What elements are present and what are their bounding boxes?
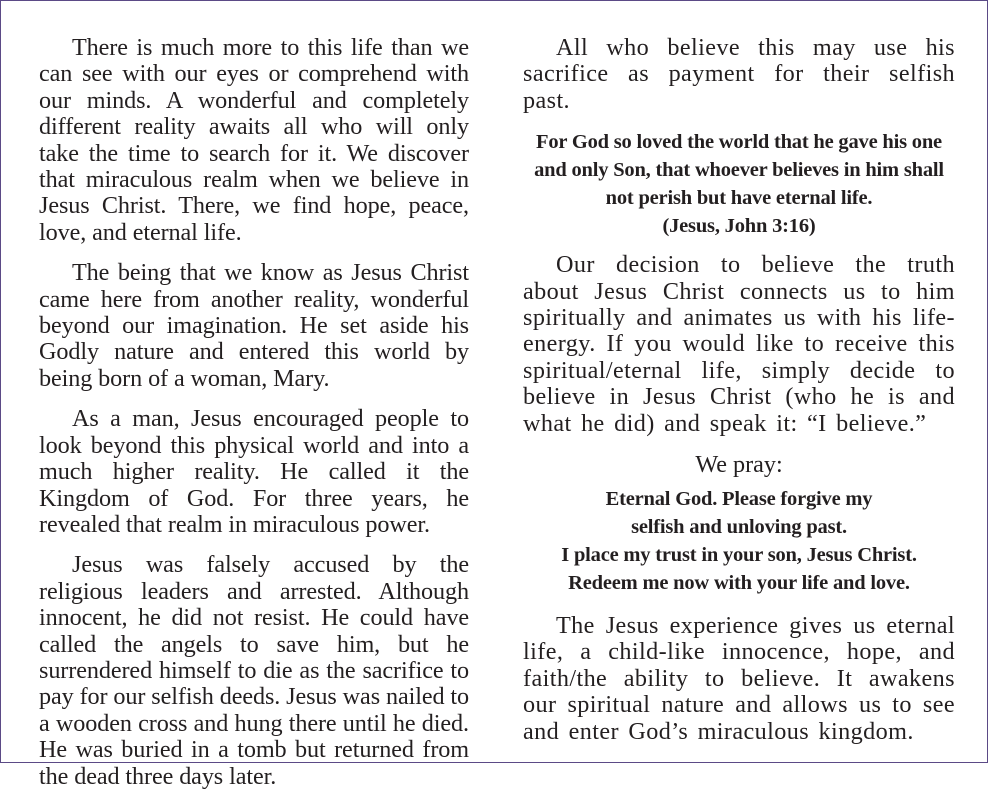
paragraph-sacrifice: All who believe this may use his sacrifice as payment for their selfish past. [523,34,955,114]
left-column [39,35,469,804]
prayer-line: Redeem me now with your life and love. [568,572,910,595]
prayer-line: selfish and unloving past. [631,516,847,539]
paragraph-decision: Our decision to believe the truth about Jesus Christ connects us to him spiritually and animates us with his life-energy. If you would like to receive this spiritual/eternal life, simply decide to believe in Jesus Christ (who he is and what he did) and speak it: “I believe.” [523,251,955,437]
prayer-line: Eternal God. Please forgive my [605,488,873,511]
prayer [523,485,955,597]
paragraph-kingdom-of-god: As a man, Jesus encouraged people to look beyond this physical world and into a much higher reality. He called it the Kingdom of God. For three years, he revealed that realm in miraculous power. [39,405,469,538]
paragraph-jesus-origin: The being that we know as Jesus Christ came here from another reality, wonderful beyond our imagination. He set aside his Godly nature and entered this world by being born of a woman, Mary. [39,259,469,392]
paragraph-other-reality: There is much more to this life than we can see with our eyes or comprehend with our minds. A wonderful and completely different reality awaits all who will only take the time to search for it. We discover that miraculous realm when we believe in Jesus Christ. There, we find hope, peace, love, and eternal life. [39,34,469,246]
paragraph-closing: The Jesus experience gives us eternal life, a child-like innocence, hope, and faith/the ability to believe. It awakens our spiritual nature and allows us to see and enter God’s miraculous kingdom. [523,612,955,745]
pray-label: We pray: [695,451,783,479]
scripture-text: For God so loved the world that he gave his one and only Son, that whoever believes in him shall not perish but have eternal life. [534,131,944,210]
scripture-reference: (Jesus, John 3:16) [662,215,816,238]
scripture-quote [523,128,955,240]
paragraph-crucifixion: Jesus was falsely accused by the religious leaders and arrested. Although innocent, he did not resist. He could have called the angels to save him, but he surrendered himself to die as the sacrifice to pay for our selfish deeds. Jesus was nailed to a wooden cross and hung there until he died. He was buried in a tomb but returned from the dead three days later. [39,551,470,790]
prayer-line: I place my trust in your son, Jesus Christ. [561,544,917,567]
right-column [523,35,955,759]
